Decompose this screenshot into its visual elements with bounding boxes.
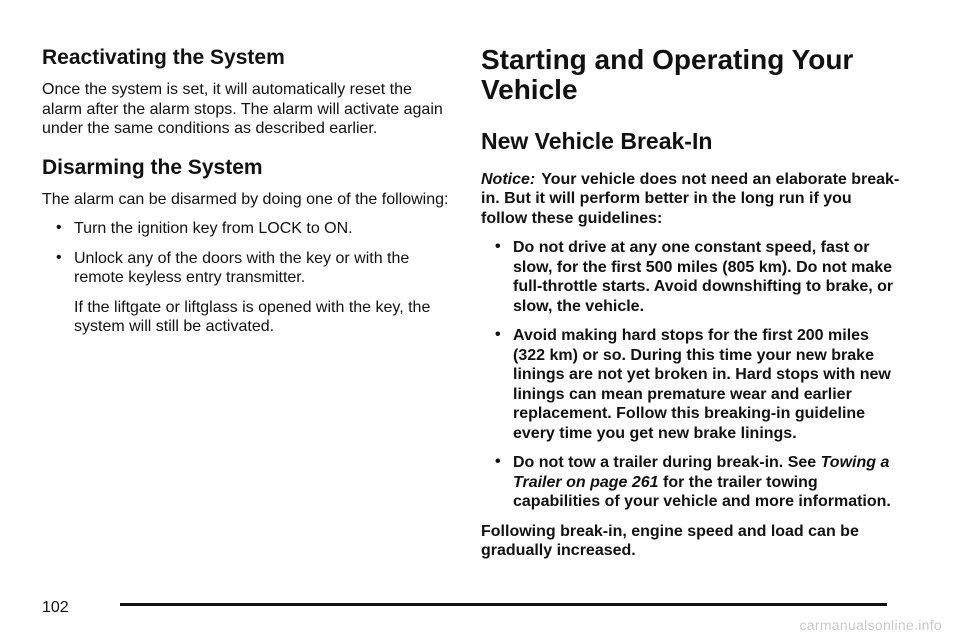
notice-label: Notice:	[481, 170, 536, 188]
left-column	[42, 0, 450, 337]
bullet-icon: •	[495, 453, 501, 471]
bullet-text: Do not drive at any one constant speed, fast or slow, for the first 500 miles (805 km). Do not make full-throttle starts. Avoid downshifting to brake, or slow, the vehicle.	[513, 239, 894, 315]
bullet-icon: •	[495, 326, 501, 344]
bullet-icon: •	[495, 238, 501, 256]
list-item	[42, 249, 450, 288]
footer-divider	[120, 603, 887, 606]
right-column	[481, 0, 901, 561]
bullet-text: Unlock any of the doors with the key or with the remote keyless entry transmitter.	[74, 249, 410, 287]
subsection-title: New Vehicle Break-In	[481, 128, 713, 154]
closing-paragraph: Following break-in, engine speed and load can be gradually increased.	[481, 522, 859, 560]
list-item	[481, 238, 901, 316]
list-item	[481, 453, 901, 512]
towing-trailer-reference-link[interactable]: Towing a Trailer on page 261	[513, 454, 890, 491]
bullet-icon: •	[56, 248, 62, 266]
notice-text: Your vehicle does not need an elaborate break-in. But it will perform better in the long run if you follow these guidelines:	[481, 170, 900, 227]
liftgate-note: If the liftgate or liftglass is opened with the key, the system will still be activated.	[74, 298, 431, 336]
notice-paragraph	[481, 170, 901, 229]
section-title: Starting and Operating Your Vehicle	[481, 44, 854, 105]
bullet-icon: •	[56, 219, 62, 237]
heading-disarming-system: Disarming the System	[42, 155, 263, 179]
tow-text-before: Do not tow a trailer during break-in. See	[513, 454, 821, 472]
disarming-intro: The alarm can be disarmed by doing one of the following:	[42, 190, 449, 208]
list-item	[42, 219, 450, 239]
bullet-text: Turn the ignition key from LOCK to ON.	[74, 220, 353, 238]
bullet-text: Avoid making hard stops for the first 200 miles (322 km) or so. During this time your new brake linings are not yet broken in. Hard stops with new linings can mean premature wear and earlier replacement. Follow this breaking-in guideline every time you get new brake linings.	[513, 327, 891, 442]
tow-text-after: for the trailer towing capabilities of your vehicle and more information.	[513, 473, 891, 511]
heading-reactivating-system: Reactivating the System	[42, 46, 285, 69]
reactivating-paragraph: Once the system is set, it will automatically reset the alarm after the alarm stops. The alarm will activate again under the same conditions as described earlier.	[42, 81, 443, 138]
break-in-bullet-list	[481, 238, 901, 512]
list-item	[481, 326, 901, 443]
disarming-bullet-list	[42, 219, 450, 288]
watermark: carmanualsonline.info	[799, 617, 942, 633]
page-number: 102	[42, 599, 69, 616]
